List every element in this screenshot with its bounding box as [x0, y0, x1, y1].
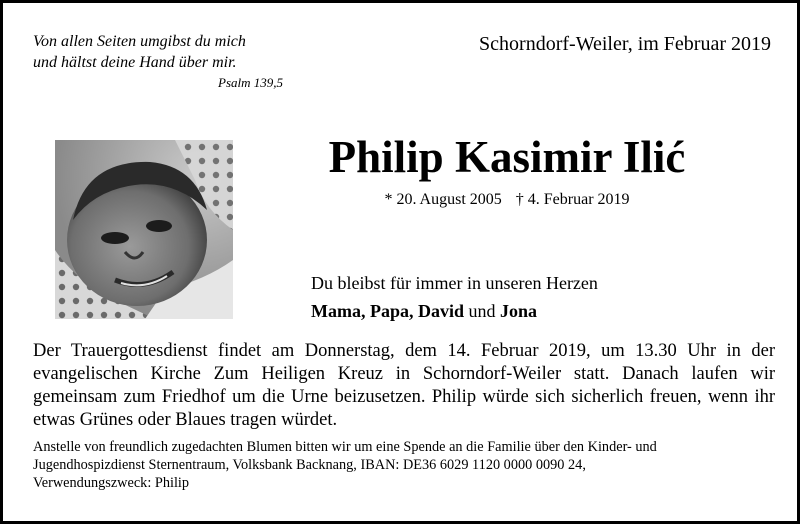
- family-last-name: Jona: [500, 301, 538, 321]
- donation-line-1: Anstelle von freundlich zugedachten Blumen bitten wir um eine Spende an die Familie über den Kinder- und: [33, 439, 657, 455]
- life-dates: [263, 189, 751, 211]
- family-connector: und: [464, 301, 500, 321]
- birth-date: * 20. August 2005: [384, 191, 502, 208]
- family-names: Mama, Papa, David: [311, 301, 464, 321]
- portrait-image: [55, 140, 233, 319]
- remembrance-line: Du bleibst für immer in unseren Herzen: [311, 273, 598, 293]
- family-signature: [311, 299, 537, 323]
- service-announcement: Der Trauergottesdienst findet am Donnerstag, dem 14. Februar 2019, um 13.30 Uhr in der evangelischen Kirche Zum Heiligen Kreuz in Schorndorf-Weiler statt. Danach laufen wir gemeinsam zum Friedhof um die Urne beizusetzen. Philip würde sich sicherlich freuen, wenn ihr etwas Grünes oder Blaues tragen würdet.: [33, 341, 775, 430]
- verse-line-1: Von allen Seiten umgibst du mich: [33, 33, 246, 50]
- donation-line-2: Jugendhospizdienst Sternentraum, Volksbank Backnang, IBAN: DE36 6029 1120 0000 0090 24,: [33, 457, 586, 473]
- portrait-photo: [55, 140, 233, 319]
- place-and-date: Schorndorf-Weiler, im Februar 2019: [479, 33, 771, 55]
- verse-reference: Psalm 139,5: [218, 75, 283, 90]
- verse-line-2: und hältst deine Hand über mir.: [33, 54, 237, 71]
- deceased-name: Philip Kasimir Ilić: [328, 132, 686, 182]
- donation-note: [33, 438, 775, 492]
- donation-line-3: Verwendungszweck: Philip: [33, 475, 190, 491]
- psalm-verse: [33, 31, 283, 93]
- death-date: † 4. Februar 2019: [515, 191, 630, 208]
